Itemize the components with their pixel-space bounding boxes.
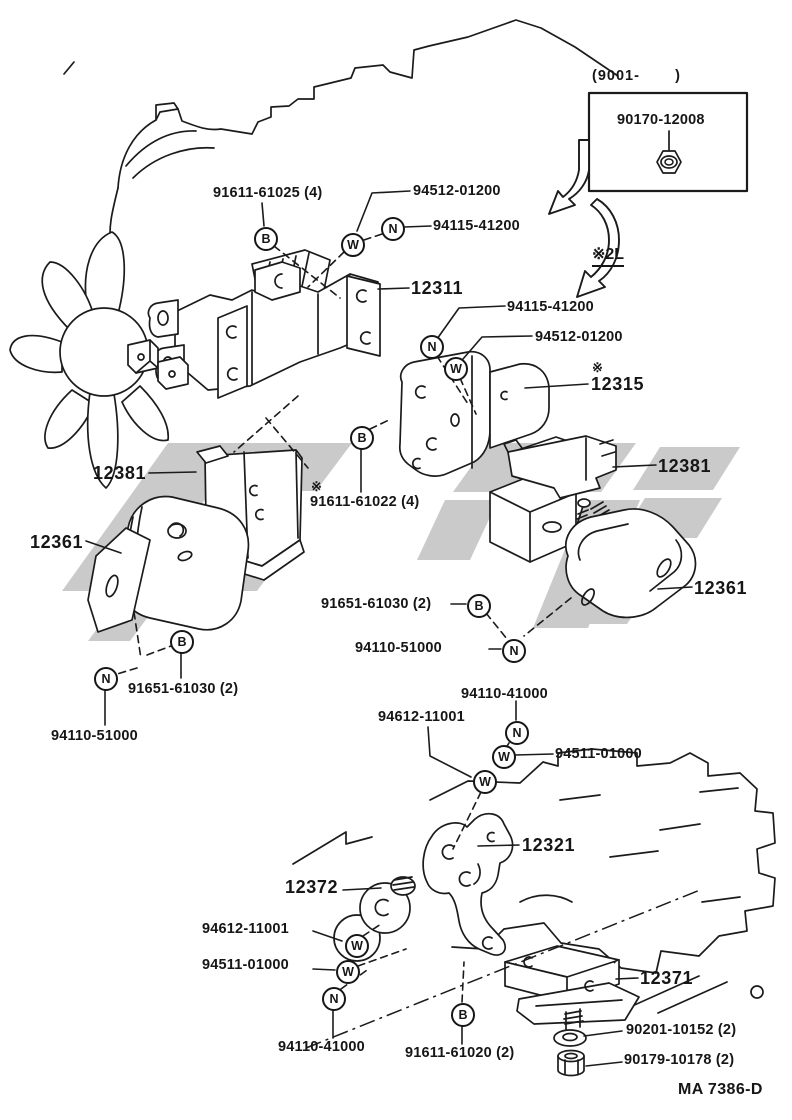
part-number-94612-11001-mid: 94612-11001 <box>378 709 465 725</box>
part-number-91651-61030-left: 91651-61030 (2) <box>128 681 239 697</box>
part-number-94511-01000-bottom: 94511-01000 <box>202 957 289 973</box>
part-label-12321: 12321 <box>522 835 576 855</box>
asterisk-91611-61022: ※ <box>311 479 322 494</box>
washer-callout-W-5: W <box>345 934 369 958</box>
rear-mount-12371 <box>505 946 639 1030</box>
bolt-callout-B-1: B <box>254 227 278 251</box>
drawing-code: MA 7386-D <box>678 1081 763 1098</box>
washer-callout-W-2: W <box>444 357 468 381</box>
part-number-91611-61020: 91611-61020 (2) <box>405 1045 515 1061</box>
washer-callout-W-4: W <box>473 770 497 794</box>
part-number-94115-41200-top: 94115-41200 <box>433 218 520 234</box>
part-label-12381-left: 12381 <box>93 463 147 483</box>
nut-callout-N-3: N <box>502 639 526 663</box>
part-label-12371: 12371 <box>640 968 694 988</box>
part-number-94612-11001-bottom: 94612-11001 <box>202 921 289 937</box>
washer-90201 <box>554 1030 586 1046</box>
part-label-12361-right: 12361 <box>694 578 748 598</box>
nut-callout-N-4: N <box>94 667 118 691</box>
part-number-94110-51000-left: 94110-51000 <box>51 728 138 744</box>
asterisk-12315: ※ <box>592 360 603 375</box>
bolt-callout-B-2: B <box>350 426 374 450</box>
nut-callout-N-2: N <box>420 335 444 359</box>
part-number-94110-51000-right: 94110-51000 <box>355 640 442 656</box>
nut-callout-N-1: N <box>381 217 405 241</box>
part-number-90170-12008: 90170-12008 <box>617 112 705 128</box>
part-number-94110-41000-bottom: 94110-41000 <box>278 1039 365 1055</box>
part-number-91651-61030-right: 91651-61030 (2) <box>321 596 432 612</box>
part-number-94512-01200-mid: 94512-01200 <box>535 329 623 345</box>
part-label-12361-left: 12361 <box>30 532 84 552</box>
inset-box <box>589 93 747 191</box>
part-label-12381-right: 12381 <box>658 456 712 476</box>
engine-front-outline <box>64 20 618 246</box>
part-number-94511-01000-mid: 94511-01000 <box>555 746 642 762</box>
engine-mounting-bracket-12311 <box>128 250 380 398</box>
part-number-94115-41200-mid: 94115-41200 <box>507 299 594 315</box>
part-number-91611-61025: 91611-61025 (4) <box>213 185 323 201</box>
part-label-12311: 12311 <box>411 278 464 298</box>
nut-90179 <box>558 1051 584 1076</box>
bolt-callout-B-4: B <box>170 630 194 654</box>
part-label-12315: 12315 <box>591 374 645 394</box>
part-label-12372: 12372 <box>285 877 339 897</box>
engine-variant-note: ※2L <box>592 244 624 267</box>
washer-callout-W-3: W <box>492 745 516 769</box>
part-number-94512-01200-top: 94512-01200 <box>413 183 501 199</box>
part-number-91611-61022: 91611-61022 (4) <box>310 494 420 510</box>
mount-12361-left <box>88 497 248 632</box>
nut-callout-N-6: N <box>322 987 346 1011</box>
nut-callout-N-5: N <box>505 721 529 745</box>
bolt-callout-B-3: B <box>467 594 491 618</box>
part-number-90201-10152: 90201-10152 (2) <box>626 1022 737 1038</box>
bolt-callout-B-5: B <box>451 1003 475 1027</box>
part-number-90179-10178: 90179-10178 (2) <box>624 1052 735 1068</box>
production-range-label: (9001- ) <box>592 68 681 84</box>
part-number-94110-41000-mid: 94110-41000 <box>461 686 548 702</box>
washer-callout-W-6: W <box>336 960 360 984</box>
washer-callout-W-1: W <box>341 233 365 257</box>
